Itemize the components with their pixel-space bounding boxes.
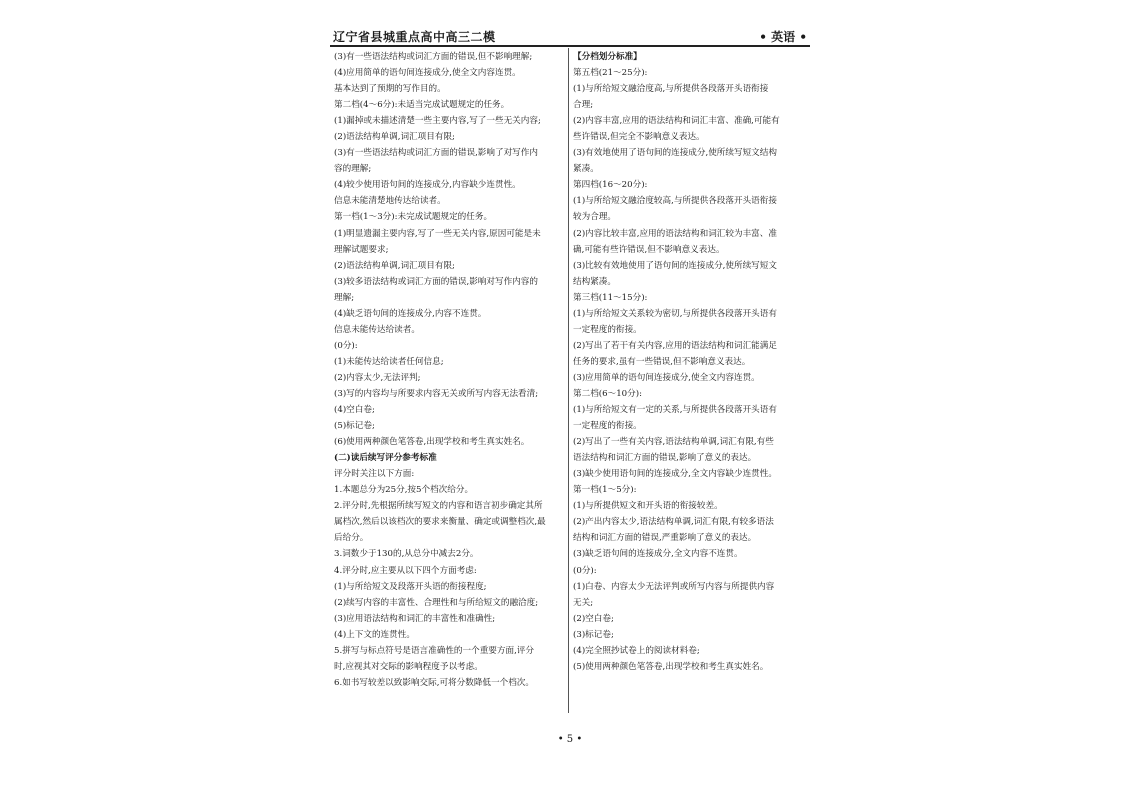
right-column-text-line: 任务的要求,虽有一些错误,但不影响意义表达。 — [573, 356, 751, 367]
right-column-text-line: (2)空白卷; — [573, 613, 614, 624]
left-column-text-line: (1)明显遗漏主要内容,写了一些无关内容,原因可能是未 — [334, 228, 541, 239]
right-column-text-line: 语法结构和词汇方面的错误,影响了意义的表达。 — [573, 453, 757, 464]
left-column-text-line: 容的理解; — [334, 164, 372, 175]
left-column-text-line: (6)使用两种颜色笔答卷,出现学校和考生真实姓名。 — [334, 437, 530, 448]
right-column-text-line: 较为合理。 — [573, 212, 616, 223]
right-column-text-line: (1)与所给短文关系较为密切,与所提供各段落开头语有 — [573, 308, 777, 319]
left-column-text-line: 时,应视其对交际的影响程度予以考虑。 — [334, 661, 483, 672]
left-column-text-line: 理解; — [334, 292, 355, 303]
left-column-text-line: 6.如书写较差以致影响交际,可将分数降低一个档次。 — [334, 677, 534, 688]
right-column-text-line: (0分): — [573, 565, 597, 576]
left-column-text-line: (4)应用简单的语句间连接成分,使全文内容连贯。 — [334, 68, 521, 79]
right-column-text-line: 结构紧凑。 — [573, 276, 616, 287]
left-column-text-line: 信息未能清楚地传达给读者。 — [334, 196, 446, 207]
left-column-text-line: (3)应用语法结构和词汇的丰富性和准确性; — [334, 613, 496, 624]
left-column-text-line: (3)有一些语法结构或词汇方面的错误,但不影响理解; — [334, 52, 533, 62]
left-column-text-line: (1)未能传达给读者任何信息; — [334, 356, 444, 367]
left-column-text-line: 第一档(1～3分):未完成试题规定的任务。 — [334, 212, 493, 223]
left-column-text-line: 理解试题要求; — [334, 244, 389, 255]
right-column-text-line: 一定程度的衔接。 — [573, 324, 642, 335]
left-column-text-line: (4)较少使用语句间的连接成分,内容缺少连贯性。 — [334, 180, 521, 191]
right-column-text-line: (3)标记卷; — [573, 629, 614, 640]
right-column — [573, 49, 805, 675]
right-column-text-line: 确,可能有些许错误,但不影响意义表达。 — [573, 244, 725, 255]
left-column-text-line: 1.本题总分为25分,按5个档次给分。 — [334, 485, 474, 496]
left-column-text-line: 信息未能传达给读者。 — [334, 324, 420, 335]
right-column-text-line: (3)有效地使用了语句间的连接成分,使所续写短文结构 — [573, 148, 777, 159]
left-column-text-line: 属档次,然后以该档次的要求来衡量、确定或调整档次,最 — [334, 517, 546, 528]
document-page — [330, 28, 810, 748]
left-column-text-line: 后给分。 — [334, 533, 369, 544]
right-column-text-line: 紧凑。 — [573, 164, 599, 175]
left-column-text-line: (3)有一些语法结构或词汇方面的错误,影响了对写作内 — [334, 148, 538, 159]
left-column-text-line: (3)写的内容均与所要求内容无关或所写内容无法看清; — [334, 388, 539, 399]
right-column-text-line: (1)与所给短文融洽度高,与所提供各段落开头语衔接 — [573, 84, 769, 95]
left-column-text-line: (3)较多语法结构或词汇方面的错误,影响对写作内容的 — [334, 276, 538, 287]
right-column-heading-line: 【分档划分标准】 — [573, 52, 642, 62]
right-column-text-line: 第二档(6～10分): — [573, 388, 642, 399]
left-column-text-line: (4)上下文的连贯性。 — [334, 629, 415, 640]
left-column-text-line: (4)空白卷; — [334, 405, 375, 416]
right-column-text-line: 无关; — [573, 597, 594, 608]
right-column-text-line: (2)产出内容太少,语法结构单调,词汇有限,有较多语法 — [573, 517, 774, 528]
right-column-text-line: 第三档(11～15分): — [573, 292, 648, 303]
left-column-text-line: 4.评分时,应主要从以下四个方面考虑: — [334, 565, 477, 576]
left-column — [334, 49, 566, 691]
left-column-text-line: 2.评分时,先根据所续写短文的内容和语言初步确定其所 — [334, 501, 543, 512]
left-column-text-line: (2)内容太少,无法评判; — [334, 372, 421, 383]
right-column-text-line: 一定程度的衔接。 — [573, 421, 642, 432]
page-number: • 5 • — [557, 734, 583, 745]
header-subject: • 英语 • — [759, 30, 807, 44]
right-column-text-line: (4)完全照抄试卷上的阅读材料卷; — [573, 645, 700, 656]
right-column-text-line: (2)写出了若干有关内容,应用的语法结构和词汇能满足 — [573, 340, 777, 351]
header-rule — [330, 45, 810, 47]
left-column-text-line: 3.词数少于130的,从总分中减去2分。 — [334, 549, 479, 560]
right-column-text-line: (2)内容比较丰富,应用的语法结构和词汇较为丰富、准 — [573, 228, 777, 239]
left-column-text-line: 第二档(4～6分):未适当完成试题规定的任务。 — [334, 100, 510, 111]
right-column-text-line: (3)缺少使用语句间的连接成分,全文内容缺少连贯性。 — [573, 469, 777, 480]
right-column-text-line: 第一档(1～5分): — [573, 485, 637, 496]
right-column-text-line: 些许错误,但完全不影响意义表达。 — [573, 132, 705, 143]
left-column-text-line: (5)标记卷; — [334, 421, 375, 432]
right-column-text-line: 结构和词汇方面的错误,严重影响了意义的表达。 — [573, 533, 757, 544]
right-column-text-line: (2)内容丰富,应用的语法结构和词汇丰富、准确,可能有 — [573, 116, 780, 127]
left-column-text-line: (1)漏掉或未描述清楚一些主要内容,写了一些无关内容; — [334, 116, 541, 127]
right-column-text-line: 合理; — [573, 100, 594, 111]
page-header — [330, 28, 810, 46]
right-column-text-line: (1)与所提供短文和开头语的衔接较差。 — [573, 501, 723, 512]
right-column-text-line: (2)写出了一些有关内容,语法结构单调,词汇有限,有些 — [573, 437, 774, 448]
header-title: 辽宁省县城重点高中高三二模 — [333, 30, 496, 44]
left-column-text-line: (0分): — [334, 340, 358, 351]
left-column-text-line: (1)与所给短文及段落开头语的衔接程度; — [334, 581, 487, 592]
right-column-text-line: (1)与所给短文有一定的关系,与所提供各段落开头语有 — [573, 405, 777, 416]
right-column-text-line: (3)应用简单的语句间连接成分,使全文内容连贯。 — [573, 372, 760, 383]
left-column-heading-line: (二)读后续写评分参考标准 — [334, 453, 437, 464]
right-column-text-line: (3)缺乏语句间的连接成分,全文内容不连贯。 — [573, 549, 743, 560]
column-divider — [568, 48, 569, 713]
left-column-text-line: (2)续写内容的丰富性、合理性和与所给短文的融洽度; — [334, 597, 539, 608]
right-column-text-line: 第四档(16～20分): — [573, 180, 648, 191]
left-column-text-line: 评分时关注以下方面: — [334, 469, 415, 480]
right-column-text-line: (3)比较有效地使用了语句间的连接成分,使所续写短文 — [573, 260, 777, 271]
right-column-text-line: (5)使用两种颜色笔答卷,出现学校和考生真实姓名。 — [573, 661, 769, 672]
left-column-text-line: 基本达到了预期的写作目的。 — [334, 84, 446, 95]
right-column-text-line: (1)白卷、内容太少无法评判或所写内容与所提供内容 — [573, 581, 775, 592]
left-column-text-line: (2)语法结构单调,词汇项目有限; — [334, 260, 455, 271]
right-column-text-line: (1)与所给短文融洽度较高,与所提供各段落开头语衔接 — [573, 196, 777, 207]
right-column-text-line: 第五档(21～25分): — [573, 68, 648, 79]
left-column-text-line: (2)语法结构单调,词汇项目有限; — [334, 132, 455, 143]
left-column-text-line: 5.拼写与标点符号是语言准确性的一个重要方面,评分 — [334, 645, 534, 656]
left-column-text-line: (4)缺乏语句间的连接成分,内容不连贯。 — [334, 308, 487, 319]
